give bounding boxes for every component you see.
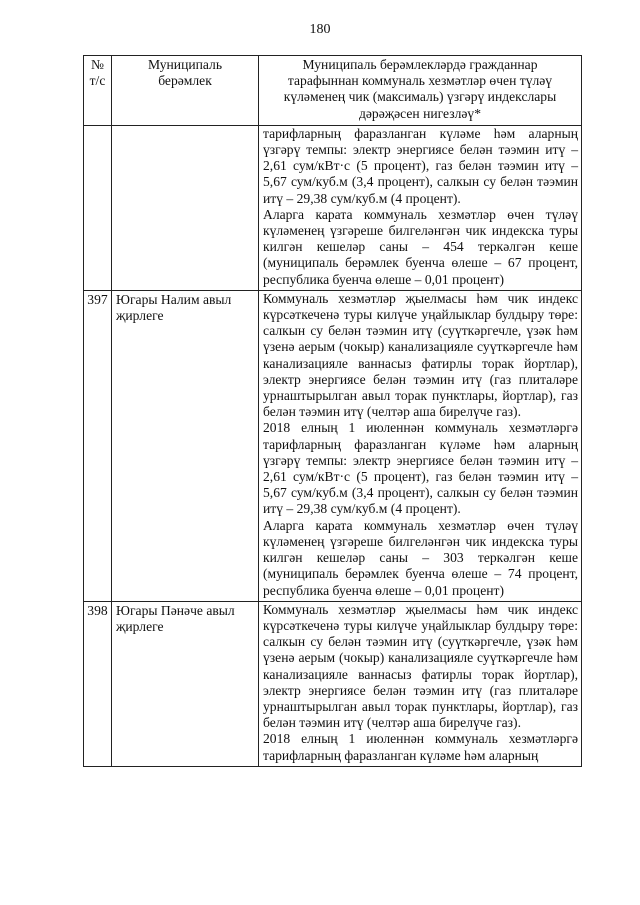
- description-paragraph: Аларга карата коммуналь хезмәтләр өчен түләү күләменең үзгәреше билгеләнгән чик индекска туры килгән кешеләр саны – 454 теркәлгән кеше (муниципаль берәмлек буенча өлеше – 67 процент, республика буенча өлеше – 0,01 процент): [263, 206, 578, 287]
- header-description: [259, 56, 582, 126]
- header-number-line: №: [91, 57, 104, 72]
- row-description: [259, 125, 582, 290]
- header-description-line: Муниципаль берәмлекләрдә гражданнар: [302, 57, 538, 72]
- row-municipality: Югары Пәнәче авыл җирлеге: [112, 601, 259, 766]
- row-description: [259, 290, 582, 601]
- row-municipality: [112, 125, 259, 290]
- header-municipality: [112, 56, 259, 126]
- table-row: [84, 125, 582, 290]
- description-paragraph: Коммуналь хезмәтләр җыелмасы һәм чик индекс күрсәткеченә туры килүче уңайлыклар булдыру төре: салкын су белән тәэмин итү (суүткәргечле, үзәк һәм үзенә аерым (чокыр) канализацияле суүткәргечле һәм канализацияле ваннасыз фатирлы торак йортлар), электр энергиясе белән тәэмин итү (газ плиталәре урнаштырылган авыл торак пунктлары, йортлар), газ белән тәэмин итү (челтәр аша бирелүче газ).: [263, 290, 578, 420]
- table-row: [84, 290, 582, 601]
- description-paragraph: тарифларның фаразланган күләме һәм аларның үзгәрү темпы: электр энергиясе белән тәэмин итү – 2,61 сум/кВт·с (5 процент), газ белән тәэмин итү – 5,67 сум/куб.м (3,4 процент), салкын су белән тәэмин итү – 29,38 сум/куб.м (4 процент).: [263, 125, 578, 206]
- row-municipality: Югары Налим авыл җирлеге: [112, 290, 259, 601]
- header-number-line: т/с: [89, 73, 106, 89]
- description-paragraph: 2018 елның 1 июленнән коммуналь хезмәтләргә тарифларның фаразланган күләме һәм аларның: [263, 731, 578, 763]
- row-description: [259, 601, 582, 766]
- page-number: 180: [309, 22, 331, 37]
- header-description-line: дәрәҗәсен нигезләү*: [358, 105, 482, 121]
- header-number: [84, 56, 112, 126]
- description-paragraph: Аларга карата коммуналь хезмәтләр өчен түләү күләменең үзгәреше билгеләнгән чик индекска туры килгән кешеләр саны – 303 теркәлгән кеше (муниципаль берәмлек буенча өлеше – 74 процент, республика буенча өлеше – 0,01 процент): [263, 517, 578, 598]
- header-description-line: күләменең чик (максималь) үзгәрү индекслары: [283, 89, 557, 105]
- header-municipality-line: берәмлек: [158, 73, 212, 89]
- row-number: 398: [84, 601, 112, 766]
- header-description-line: тарафыннан коммуналь хезмәтләр өчен түләү: [287, 73, 553, 89]
- table-header-row: [84, 56, 582, 126]
- header-municipality-line: Муниципаль: [147, 57, 223, 72]
- description-paragraph: 2018 елның 1 июленнән коммуналь хезмәтләргә тарифларның фаразланган күләме һәм аларның үзгәрү темпы: электр энергиясе белән тәэмин итү – 2,61 сум/кВт·с (5 процент), газ белән тәэмин итү – 5,67 сум/куб.м (3,4 процент), салкын су белән тәэмин итү – 29,38 сум/куб.м (4 процент).: [263, 420, 578, 517]
- table-row: [84, 601, 582, 766]
- tariff-index-table: [83, 55, 582, 767]
- row-number: 397: [84, 290, 112, 601]
- row-number: [84, 125, 112, 290]
- description-paragraph: Коммуналь хезмәтләр җыелмасы һәм чик индекс күрсәткеченә туры килүче уңайлыклар булдыру төре: салкын су белән тәэмин итү (суүткәргечле, үзәк һәм үзенә аерым (чокыр) канализацияле суүткәргечле һәм канализацияле ваннасыз фатирлы торак йортлар), электр энергиясе белән тәэмин итү (газ плиталәре урнаштырылган авыл торак пунктлары, йортлар), газ белән тәэмин итү (челтәр аша бирелүче газ).: [263, 601, 578, 731]
